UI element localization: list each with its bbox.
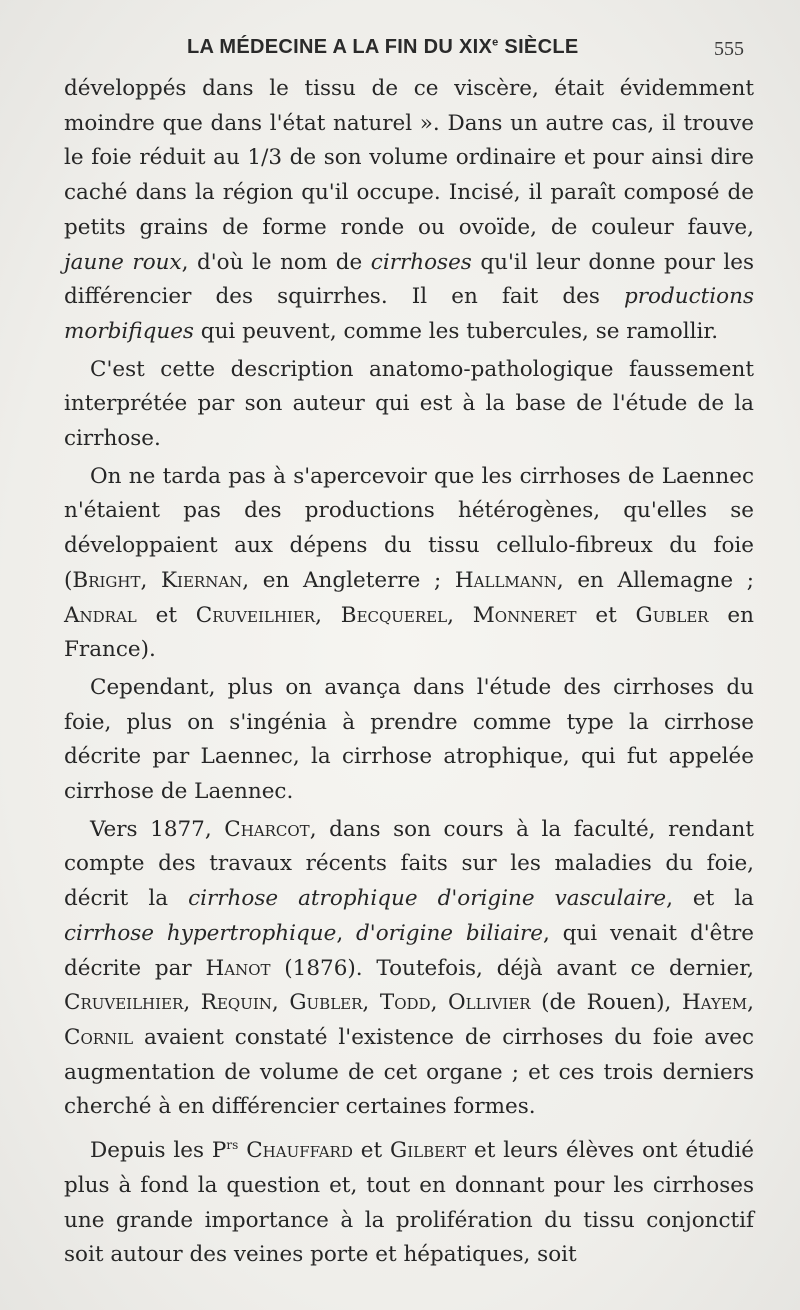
text-run: développés dans le tissu de ce viscère, était évidemment moindre que dans l'état naturel ». Dans un autre cas, il trouve le foie réduit au 1/3 de son volume ordinaire et pour ainsi dire caché dans la région qu'il occupe. Incisé, il paraît composé de petits grains de forme ronde ou ovoïde, de couleur fauve, [64,76,754,240]
author-name: Cruveilhier [195,602,316,628]
text-run: , d'où le nom de [181,249,371,275]
text-run: , en Allemagne ; [556,567,754,593]
text-run: avaient constaté l'existence de cirrhoses du foie avec augmentation de volume de cet organe ; et ces trois derniers cherché à en différencier certaines formes. [64,1024,754,1120]
italic-term: cirrhose hypertrophique [64,920,337,946]
page-number: 555 [714,38,744,60]
text-run: (de Rouen), [530,990,682,1016]
author-name: Becquerel [340,602,448,628]
author-name: Charcot [224,816,310,842]
paragraph-6 [64,1128,754,1273]
author-name: Requin [200,990,272,1016]
text-run: , [336,920,357,946]
text-run: Vers 1877, [90,816,225,842]
text-run: (1876). Toutefois, déjà avant ce dernier, [270,955,754,981]
text-run: , [447,602,473,628]
running-title-end: SIÈCLE [498,36,579,58]
author-name: Kiernan [160,567,243,593]
running-title-sup: e [492,36,499,49]
text-run: , [362,990,380,1016]
text-run: , [140,567,161,593]
text-run: , [430,990,449,1016]
author-name: Gilbert [390,1138,467,1164]
text-run: , en Angleterre ; [242,567,455,593]
text-run: On ne tarda pas à s'apercevoir que les cirrhoses de Laennec n'étaient pas des productions hétérogènes, qu'elles se développaient aux dépens du tissu cellulo-fibreux du foie ( [64,463,754,593]
text-run: Depuis les P [90,1138,227,1164]
author-name: Gubler [635,602,709,628]
running-title [187,36,578,59]
italic-term: jaune roux [64,249,182,275]
italic-term: productions morbifiques [64,284,754,344]
running-title-main: LA MÉDECINE A LA FIN DU XIX [187,36,493,58]
text-run: , dans son cours à la faculté, rendant compte des travaux récents faits sur les maladies du foie, décrit la [64,816,754,912]
text-run: et leurs élèves ont étudié plus à fond la question et, tout en donnant pour les cirrhoses une grande importance à la prolifération du tissu conjonctif soit autour des veines porte et hépatiques, soit [64,1138,754,1268]
author-name: Ollivier [448,990,531,1016]
text-run: , qui venait d'être décrite par [64,920,754,981]
author-name: Monneret [472,602,577,628]
running-header [0,36,800,70]
author-name: Cruveilhier [64,990,184,1016]
author-name: Hallmann [454,567,557,593]
text-run: et [576,602,636,628]
text-run: , et la [666,886,755,912]
italic-term: cirrhose atrophique d'origine vasculaire [188,886,667,912]
body-text [64,72,754,1273]
paragraph-1 [64,72,754,350]
text-run: en France). [64,602,754,663]
text-run: qu'il leur donne pour les différencier des squirrhes. Il en fait des [64,249,755,310]
italic-term: cirrhoses [370,249,472,275]
author-name: Bright [72,567,141,593]
italic-term: d'origine biliaire [356,920,543,946]
author-name: Cornil [64,1024,134,1050]
author-name: Hayem [681,990,748,1016]
paragraph-4: Cependant, plus on avança dans l'étude des cirrhoses du foie, plus on s'ingénia à prendre comme type la cirrhose décrite par Laennec, la cirrhose atrophique, qui fut appelée cirrhose de Laennec. [64,674,754,805]
text-run: , [271,990,290,1016]
text-run: , [183,990,201,1016]
author-name: Hanot [205,955,271,981]
paragraph-5 [64,813,754,1125]
text-run: , [747,990,755,1016]
text-run: et [352,1138,391,1164]
text-run: et [136,602,196,628]
superscript: rs [226,1138,239,1153]
text-run: qui peuvent, comme les tubercules, se ramollir. [193,318,719,344]
author-name: Andral [64,602,137,628]
author-name: Gubler [289,990,363,1016]
paragraph-2: C'est cette description anatomo-pathologique faussement interprétée par son auteur qui est à la base de l'étude de la cirrhose. [64,356,754,452]
text-run: , [315,602,341,628]
author-name: Chauffard [246,1138,353,1164]
paragraph-3 [64,460,754,668]
author-name: Todd [379,990,431,1016]
